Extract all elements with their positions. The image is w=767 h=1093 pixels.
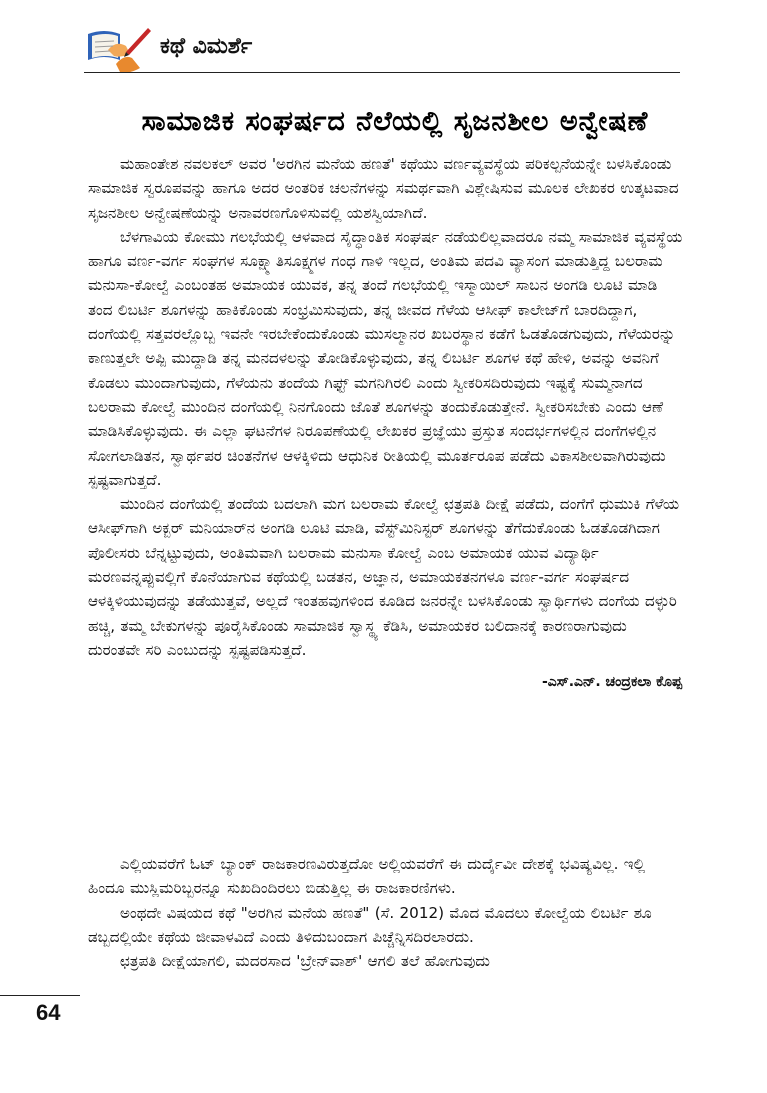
paragraph: ಎಲ್ಲಿಯವರೆಗೆ ಓಟ್ ಬ್ಯಾಂಕ್ ರಾಜಕಾರಣವಿರುತ್ತದೋ ಅಲ್ಲಿಯವರೆಗೆ ಈ ದುರ್ದೈವೀ ದೇಶಕ್ಕೆ ಭವಿಷ್ಯವಿಲ್ಲ. ಇಲ್ಲಿ ಹಿಂದೂ ಮುಸ್ಲಿಮರಿಬ್ಬರನ್ನೂ ಸುಖದಿಂದಿರಲು ಬಿಡುತ್ತಿಲ್ಲ ಈ ರಾಜಕಾರಣಿಗಳು.	[88, 855, 646, 898]
page-number: 64	[36, 1000, 61, 1025]
continuation-body	[88, 852, 684, 973]
footer-divider	[0, 995, 80, 996]
pen-and-paper-icon	[86, 24, 152, 76]
paragraph: ಬೆಳಗಾವಿಯ ಕೋಮು ಗಲಭೆಯಲ್ಲಿ ಆಳವಾದ ಸೈದ್ಧಾಂತಿಕ ಸಂಘರ್ಷ ನಡೆಯಲಿಲ್ಲವಾದರೂ ನಮ್ಮ ಸಾಮಾಜಿಕ ವ್ಯವಸ್ಥೆಯ ಹಾಗೂ ವರ್ಣ-ವರ್ಗ ಸಂಘಗಳ ಸೂಕ್ಷ್ಮಾತಿಸೂಕ್ಷ್ಮಗಳ ಗಂಧ ಗಾಳಿ ಇಲ್ಲದ, ಅಂತಿಮ ಪದವಿ ವ್ಯಾಸಂಗ ಮಾಡುತ್ತಿದ್ದ ಬಲರಾಮ ಮನುಸಾ-ಕೋಲ್ವೆ ಎಂಬಂತಹ ಅಮಾಯಕ ಯುವಕ, ತನ್ನ ತಂದೆ ಗಲಭೆಯಲ್ಲಿ ಇಸ್ಮಾಯಿಲ್ ಸಾಬನ ಅಂಗಡಿ ಲೂಟಿ ಮಾಡಿ ತಂದ ಲಿಬರ್ಟಿ ಶೂಗಳನ್ನು ಹಾಕಿಕೊಂಡು ಸಂಭ್ರಮಿಸುವುದು, ತನ್ನ ಜೀವದ ಗೆಳೆಯ ಆಸೀಫ್ ಕಾಲೇಜ್‌ಗೆ ಬಾರದಿದ್ದಾಗ, ದಂಗೆಯಲ್ಲಿ ಸತ್ತವರಲ್ಲೊಬ್ಬ ಇವನೇ ಇರಬೇಕೆಂದುಕೊಂಡು ಮುಸಲ್ಮಾನರ ಖಬರಸ್ಥಾನ ಕಡೆಗೆ ಓಡತೊಡಗುವುದು, ಗೆಳೆಯರನ್ನು ಕಾಣುತ್ತಲೇ ಅಪ್ಪಿ ಮುದ್ದಾಡಿ ತನ್ನ ಮನದಳಲನ್ನು ತೋಡಿಕೊಳ್ಳುವುದು, ತನ್ನ ಲಿಬರ್ಟಿ ಶೂಗಳ ಕಥೆ ಹೇಳಿ, ಅವನ್ನು ಅವನಿಗೆ ಕೊಡಲು ಮುಂದಾಗುವುದು, ಗೆಳೆಯನು ತಂದೆಯ ಗಿಫ್ಟ್ ಮಗನಿಗಿರಲಿ ಎಂದು ಸ್ವೀಕರಿಸದಿರುವುದು ಇಷ್ಟಕ್ಕೆ ಸುಮ್ಮನಾಗದ ಬಲರಾಮ ಕೋಲ್ವೆ ಮುಂದಿನ ದಂಗೆಯಲ್ಲಿ ನಿನಗೊಂದು ಜೊತೆ ಶೂಗಳನ್ನು ತಂದುಕೊಡುತ್ತೇನೆ. ಸ್ವೀಕರಿಸಬೇಕು ಎಂದು ಆಣೆ ಮಾಡಿಸಿಕೊಳ್ಳುವುದು. ಈ ಎಲ್ಲಾ ಘಟನೆಗಳ ನಿರೂಪಣೆಯಲ್ಲಿ ಲೇಖಕರ ಪ್ರಜ್ಞೆಯು ಪ್ರಸ್ತುತ ಸಂದರ್ಭಗಳಲ್ಲಿನ ದಂಗೆಗಳಲ್ಲಿನ ಸೋಗಲಾಡಿತನ, ಸ್ವಾರ್ಥಪರ ಚಿಂತನೆಗಳ ಆಳಕ್ಕಿಳಿದು ಆಧುನಿಕ ರೀತಿಯಲ್ಲಿ ಮೂರ್ತರೂಪ ಪಡೆದು ವಿಕಾಸಶೀಲವಾಗಿರುವುದು ಸ್ಪಷ್ಟವಾಗುತ್ತದೆ.	[88, 227, 683, 489]
paragraph: ಅಂಥದೇ ವಿಷಯದ ಕಥೆ "ಅರಗಿನ ಮನೆಯ ಹಣತೆ" (ಸೆ. 2012) ಮೊದ ಮೊದಲು ಕೋಲ್ವೆಯ ಲಿಬರ್ಟಿ ಶೂ ಡಬ್ಬದಲ್ಲಿಯೇ ಕಥೆಯ ಜೀವಾಳವಿದೆ ಎಂದು ತಿಳಿದುಬಂದಾಗ ಪಿಚ್ಚೆನ್ನಿಸದಿರಲಾರದು.	[88, 903, 652, 946]
article-body	[88, 152, 684, 695]
paragraph: ಛತ್ರಪತಿ ದೀಕ್ಷೆಯಾಗಲಿ, ಮದರಸಾದ 'ಬ್ರೇನ್‌ವಾಶ್' ಆಗಲಿ ತಲೆ ಹೋಗುವುದು	[120, 952, 490, 971]
header-divider	[84, 72, 680, 73]
paragraph: ಮಹಾಂತೇಶ ನವಲಕಲ್ ಅವರ 'ಅರಗಿನ ಮನೆಯ ಹಣತೆ' ಕಥೆಯು ವರ್ಣವ್ಯವಸ್ಥೆಯ ಪರಿಕಲ್ಪನೆಯನ್ನೇ ಬಳಸಿಕೊಂಡು ಸಾಮಾಜಿಕ ಸ್ವರೂಪವನ್ನು ಹಾಗೂ ಅದರ ಅಂತರಿಕ ಚಲನೆಗಳನ್ನು ಸಮರ್ಥವಾಗಿ ವಿಶ್ಲೇಷಿಸುವ ಮೂಲಕ ಲೇಖಕರ ಉತ್ಕಟವಾದ ಸೃಜನಶೀಲ ಅನ್ವೇಷಣೆಯನ್ನು ಅನಾವರಣಗೊಳಿಸುವಲ್ಲಿ ಯಶಸ್ವಿಯಾಗಿದೆ.	[88, 155, 679, 222]
article-title: ಸಾಮಾಜಿಕ ಸಂಘರ್ಷದ ನೆಲೆಯಲ್ಲಿ ಸೃಜನಶೀಲ ಅನ್ವೇಷಣೆ	[141, 106, 649, 138]
paragraph: ಮುಂದಿನ ದಂಗೆಯಲ್ಲಿ ತಂದೆಯ ಬದಲಾಗಿ ಮಗ ಬಲರಾಮ ಕೋಲ್ವೆ ಛತ್ರಪತಿ ದೀಕ್ಷೆ ಪಡೆದು, ದಂಗೆಗೆ ಧುಮುಕಿ ಗೆಳೆಯ ಆಸೀಫ್‌ಗಾಗಿ ಅಕ್ಬರ್ ಮನಿಯಾರ್‌ನ ಅಂಗಡಿ ಲೂಟಿ ಮಾಡಿ, ವೆಸ್ಟ್‌ಮಿನಿಸ್ಟರ್ ಶೂಗಳನ್ನು ತೆಗೆದುಕೊಂಡು ಓಡತೊಡಗಿದಾಗ ಪೊಲೀಸರು ಬೆನ್ನಟ್ಟುವುದು, ಅಂತಿಮವಾಗಿ ಬಲರಾಮ ಮನುಸಾ ಕೋಲ್ವೆ ಎಂಬ ಅಮಾಯಕ ಯುವ ವಿದ್ಯಾರ್ಥಿ ಮರಣವನ್ನಪ್ಪುವಲ್ಲಿಗೆ ಕೊನೆಯಾಗುವ ಕಥೆಯಲ್ಲಿ ಬಡತನ, ಅಜ್ಞಾನ, ಅಮಾಯಕತನಗಳೂ ವರ್ಣ-ವರ್ಗ ಸಂಘರ್ಷದ ಆಳಕ್ಕಿಳಿಯುವುದನ್ನು ತಡೆಯುತ್ತವೆ, ಅಲ್ಲದೆ ಇಂತಹವುಗಳಿಂದ ಕೂಡಿದ ಜನರನ್ನೇ ಬಳಸಿಕೊಂಡು ಸ್ವಾರ್ಥಿಗಳು ದಂಗೆಯ ದಳ್ಳುರಿ ಹಚ್ಚಿ, ತಮ್ಮ ಬೇಕುಗಳನ್ನು ಪೂರೈಸಿಕೊಂಡು ಸಾಮಾಜಿಕ ಸ್ವಾಸ್ಥ್ಯ ಕೆಡಿಸಿ, ಅಮಾಯಕರ ಬಲಿದಾನಕ್ಕೆ ಕಾರಣರಾಗುವುದು ದುರಂತವೇ ಸರಿ ಎಂಬುದನ್ನು ಸ್ಪಷ್ಟಪಡಿಸುತ್ತದೆ.	[88, 495, 680, 659]
author-signature: -ಎಸ್.ಎನ್. ಚಂದ್ರಕಲಾ ಕೊಪ್ಪ	[541, 674, 682, 691]
section-title: ಕಥೆ ವಿಮರ್ಶೆ	[160, 34, 253, 59]
